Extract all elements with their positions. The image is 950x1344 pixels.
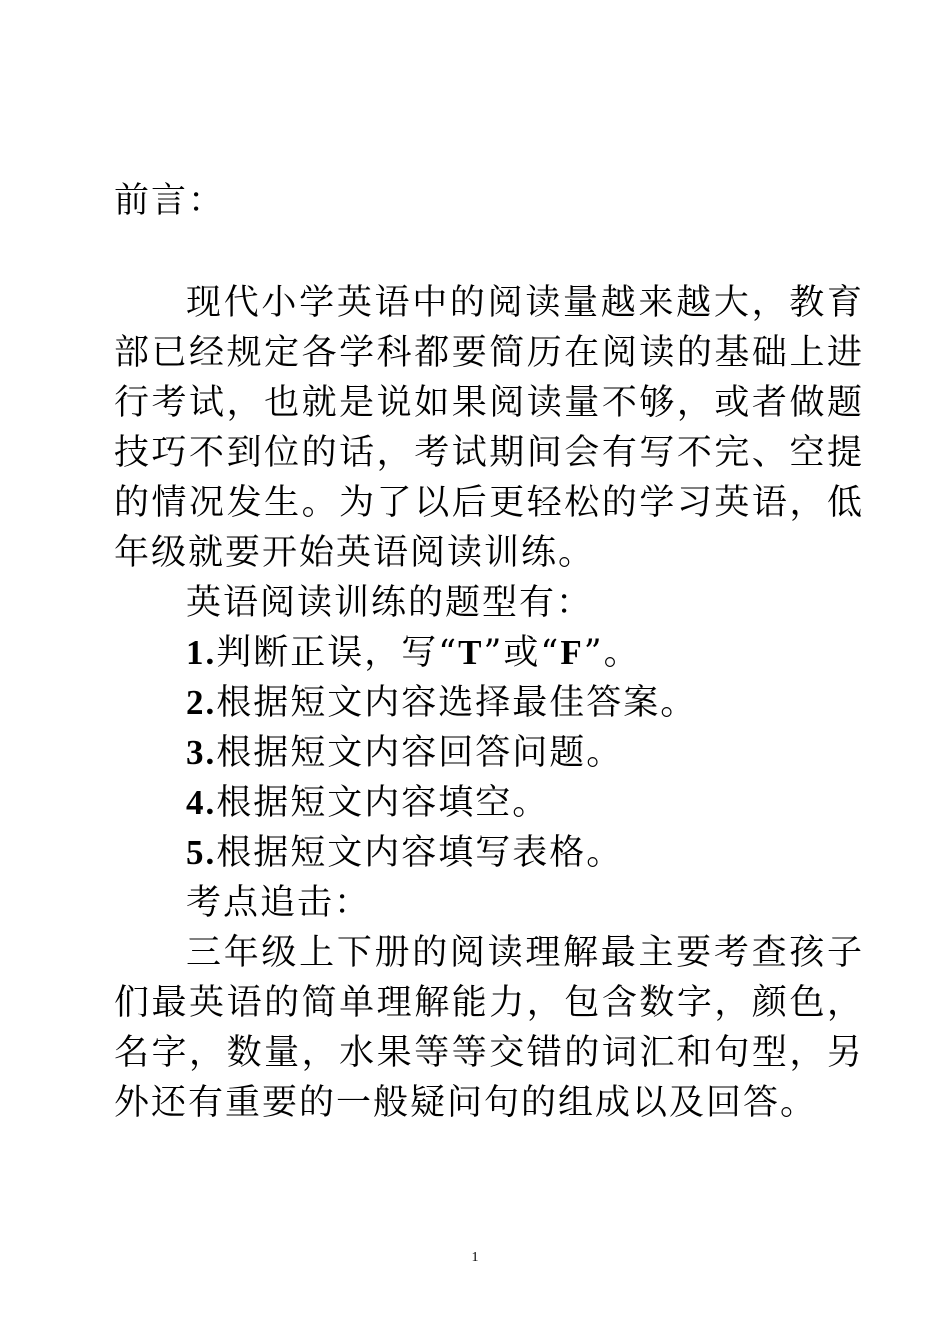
intro-paragraph: 现代小学英语中的阅读量越来越大，教育部已经规定各学科都要简历在阅读的基础上进行考试，也就是说如果阅读量不够，或者做题技巧不到位的话，考试期间会有写不完、空提的情况发生。为了以后更轻松的学习英语，低年级就要开始英语阅读训练。 bbox=[114, 283, 864, 573]
question-type-item bbox=[114, 828, 864, 878]
item-text: 根据短文内容回答问题。 bbox=[216, 733, 624, 773]
item-text: 根据短文内容填空。 bbox=[216, 783, 550, 823]
item-text: 根据短文内容选择最佳答案。 bbox=[216, 683, 698, 723]
item-text: ”或“ bbox=[483, 633, 561, 673]
section-heading: 前言： bbox=[114, 181, 226, 221]
question-type-item bbox=[114, 628, 864, 678]
page-number: 1 bbox=[471, 1250, 479, 1265]
focus-paragraph: 三年级上下册的阅读理解最主要考查孩子们最英语的简单理解能力，包含数字，颜色，名字，数量，水果等等交错的词汇和句型，另外还有重要的一般疑问句的组成以及回答。 bbox=[114, 933, 864, 1123]
item-number: 5. bbox=[186, 833, 217, 872]
item-letter-true: T bbox=[458, 633, 484, 672]
item-number: 3. bbox=[186, 733, 217, 772]
question-types-label: 英语阅读训练的题型有： bbox=[186, 583, 594, 623]
question-type-item bbox=[114, 778, 864, 828]
item-number: 4. bbox=[186, 783, 217, 822]
item-text: 判断正误，写“ bbox=[216, 633, 459, 673]
question-type-item bbox=[114, 728, 864, 778]
item-number: 1. bbox=[186, 633, 217, 672]
focus-label: 考点追击： bbox=[186, 883, 372, 923]
item-letter-false: F bbox=[560, 633, 584, 672]
question-type-item bbox=[114, 678, 864, 728]
document-body bbox=[114, 278, 864, 1128]
item-text: ”。 bbox=[583, 633, 641, 673]
item-text: 根据短文内容填写表格。 bbox=[216, 833, 624, 873]
item-number: 2. bbox=[186, 683, 217, 722]
